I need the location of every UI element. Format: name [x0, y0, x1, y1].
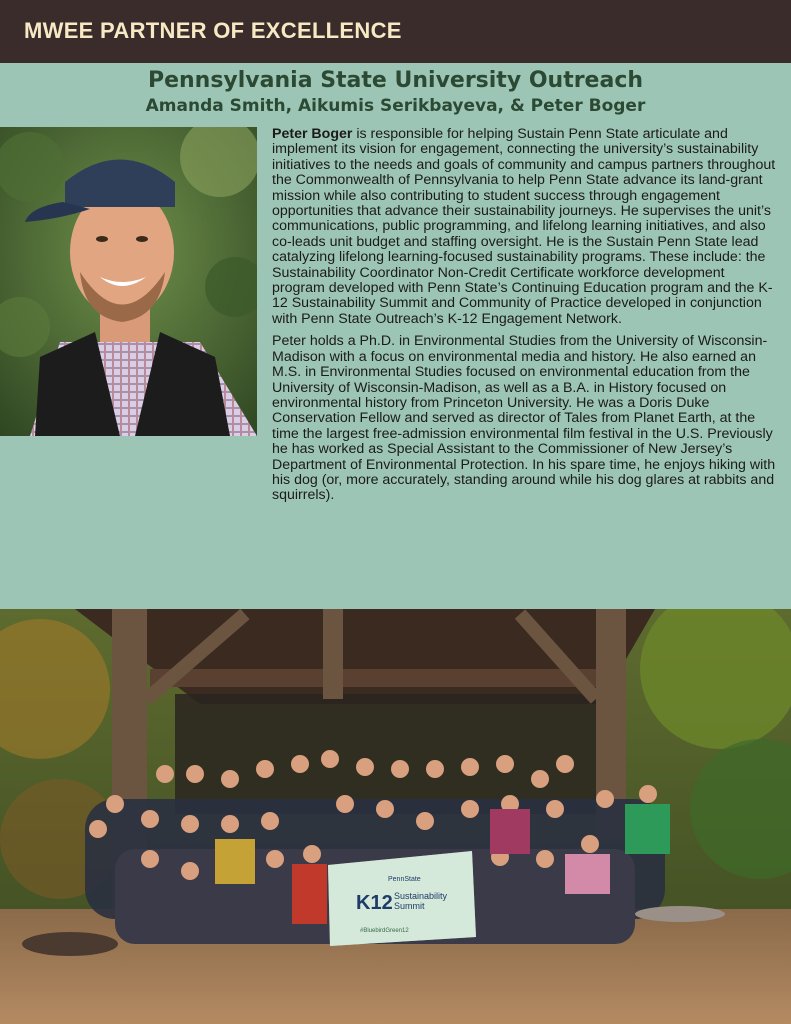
portrait-photo — [0, 127, 257, 436]
bio-paragraph-2: Peter holds a Ph.D. in Environmental Studies from the University of Wisconsin-Madison with a focus on environmental media and history. He also earned an M.S. in Environmental Studies focused on environmental education from the University of Wisconsin-Madison, as well as a B.A. in History focused on environmental history from Princeton University. He was a Doris Duke Conservation Fellow and served as director of Tales from Planet Earth, at the time the largest free-admission environmental film festival in the U.S. Previously he has worked as Special Assistant to the Commissioner of New Jersey’s Department of Environmental Protection. In his spare time, he enjoys hiking with his dog (or, more accurately, standing around while his dog glares at rabbits and squirrels). — [272, 333, 776, 504]
header-bar — [0, 0, 791, 63]
banner-k12: K12 — [356, 892, 393, 914]
organization-name: Pennsylvania State University Outreach — [147, 68, 644, 93]
banner-brand: PennState — [388, 876, 421, 883]
page-title: MWEE PARTNER OF EXCELLENCE — [24, 18, 402, 43]
bio-paragraph-1-text: is responsible for helping Sustain Penn State articulate and implement its vision for engagement, connecting the university’s sustainability initiatives to the needs and goals of community and campus partners throughout the Commonwealth of Pennsylvania to help Penn State advance its land-grant mission while also contributing to student success through engagement opportunities that advance their sustainability journeys. He supervises the unit’s communications, public programming, and lifelong learning initiatives, and also co-leads unit budget and staffing oversight. He is the Sustain Penn State lead catalyzing lifelong learning-focused sustainability programs. These include: the Sustainability Coordinator Non-Credit Certificate workforce development program developed with Penn State’s Continuing Education program and the K-12 Sustainability Summit and Community of Practice developed in conjunction with Penn State Outreach’s K-12 Engagement Network. — [272, 126, 776, 327]
banner-summit-line1: Sustainability — [394, 891, 448, 901]
banner-hashtag: #BluebirdGreen12 — [360, 928, 409, 934]
bio-text — [272, 127, 777, 511]
bio-paragraph-1 — [272, 127, 777, 327]
bio-name: Peter Boger — [272, 126, 353, 142]
banner-summit-line2: Summit — [394, 901, 425, 911]
partner-names: Amanda Smith, Aikumis Serikbayeva, & Peter Boger — [145, 96, 646, 116]
group-photo — [0, 609, 791, 1024]
summit-banner — [328, 851, 476, 946]
